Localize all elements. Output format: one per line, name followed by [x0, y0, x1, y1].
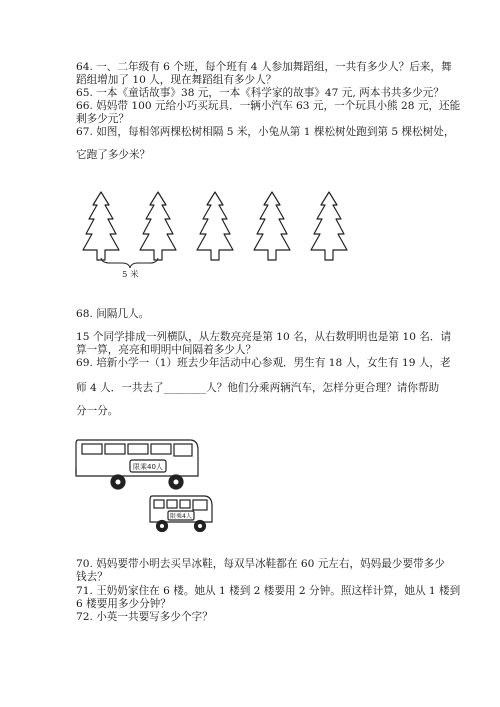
- small-bus-capacity-label: 限乘4人: [170, 513, 192, 520]
- buses-figure: [72, 434, 222, 536]
- q65-line1: 65. 一本《童话故事》38 元，一本《科学家的故事》47 元, 两本书共多少元？: [76, 87, 444, 99]
- q64-line1: 64. 一、二年级有 6 个班，每个班有 4 人参加舞蹈组，一共有多少人？后来，舞: [76, 61, 452, 73]
- distance-label: 5 米: [122, 270, 139, 280]
- q71-line1: 71. 王奶奶家住在 6 楼。她从 1 楼到 2 楼要用 2 分钟。照这样计算，她从 1 楼到: [76, 585, 461, 597]
- q69-line2: 师 4 人．一共去了________人？他们分乘两辆汽车，怎样分更合理？请你帮助: [76, 382, 440, 394]
- pine-tree-3-icon: [197, 192, 233, 260]
- pine-tree-1-icon: [83, 192, 119, 260]
- q67-line1: 67. 如图，每相邻两棵松树相隔 5 米，小兔从第 1 棵松树处跑到第 5 棵松树处，: [76, 126, 455, 138]
- q66-line2: 剩多少元？: [76, 113, 129, 125]
- q70-line2: 钱去？: [76, 571, 108, 583]
- pine-trees-figure: [70, 185, 370, 280]
- q69-line3: 分一分。: [76, 405, 119, 417]
- q64-line2: 蹈组增加了 10 人，现在舞蹈组有多少人？: [76, 74, 277, 86]
- q67-line2: 它跑了多少米？: [76, 149, 151, 161]
- pine-tree-4-icon: [254, 192, 290, 260]
- distance-brace: [101, 258, 158, 268]
- q71-line2: 6 楼要用多少分钟？: [76, 598, 171, 610]
- big-bus-capacity-label: 限乘40人: [133, 463, 163, 471]
- q68-line2: 算一算，亮亮和明明中间隔着多少人？: [76, 344, 257, 356]
- q66-line1: 66. 妈妈带 100 元给小巧买玩具．一辆小汽车 63 元，一个玩具小熊 28 元，还能: [76, 100, 461, 112]
- pine-tree-2-icon: [140, 192, 176, 260]
- pine-tree-5-icon: [311, 192, 347, 260]
- q72-line1: 72. 小英一共要写多少个字？: [76, 611, 213, 623]
- q70-line1: 70. 妈妈要带小明去买旱冰鞋，每双旱冰鞋都在 60 元左右，妈妈最少要带多少: [76, 558, 445, 570]
- q68-title: 68. 间隔几人。: [76, 308, 150, 320]
- q69-line1: 69. 培新小学一（1）班去少年活动中心参观．男生有 18 人，女生有 19 人，老: [76, 357, 451, 369]
- q68-line1: 15 个同学排成一列横队，从左数亮亮是第 10 名，从右数明明也是第 10 名．请: [76, 331, 452, 343]
